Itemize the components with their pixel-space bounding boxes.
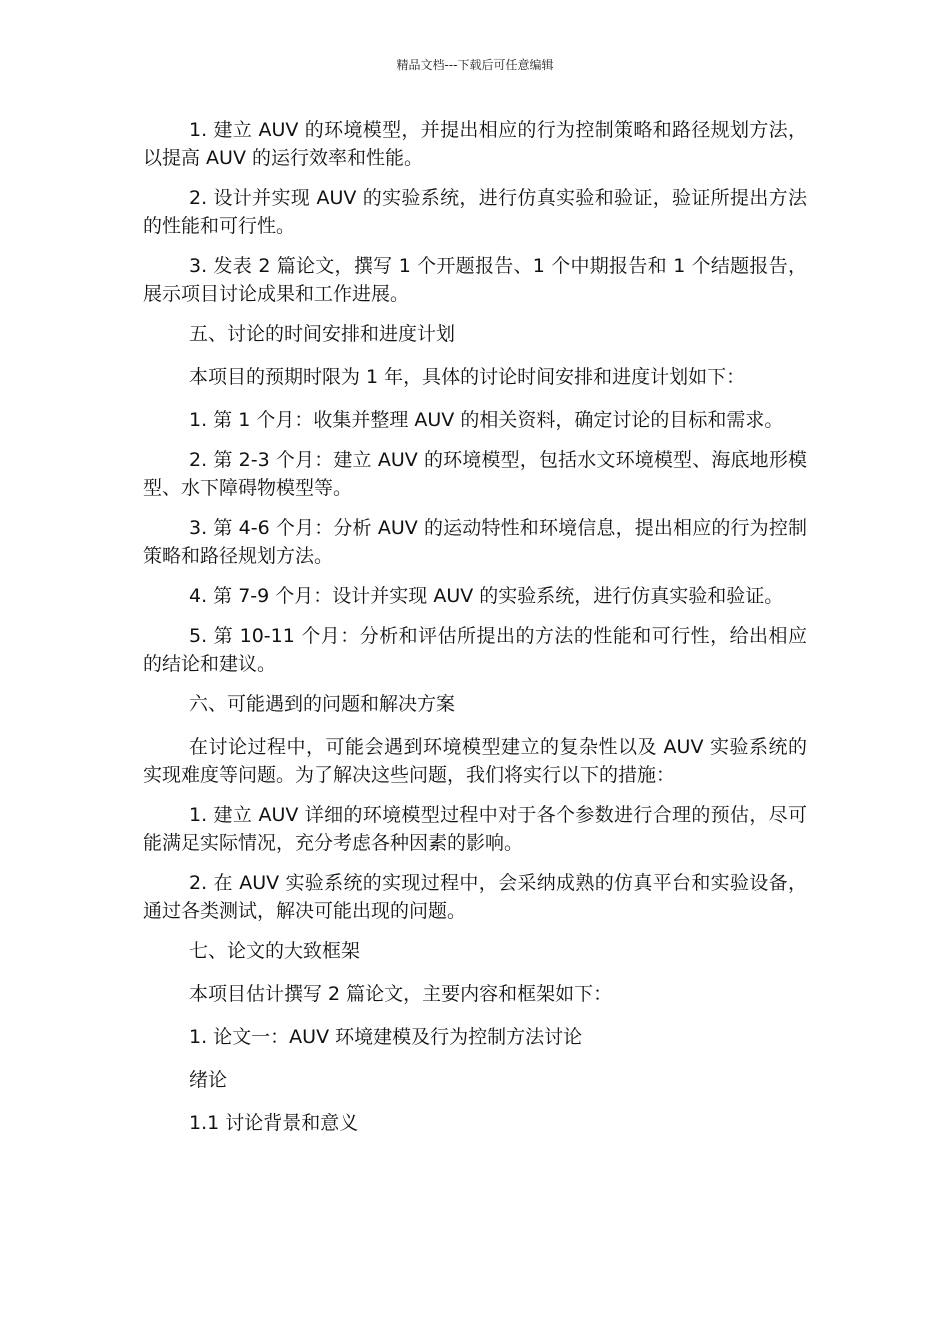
paragraph-goal-2: 2. 设计并实现 AUV 的实验系统，进行仿真实验和验证，验证所提出方法的性能和可行性。 — [143, 187, 807, 237]
paragraph-schedule-intro: 本项目的预期时限为 1 年，具体的讨论时间安排和进度计划如下： — [189, 366, 746, 388]
paragraph-measure-2: 2. 在 AUV 实验系统的实现过程中，会采纳成熟的仿真平台和实验设备，通过各类测试，解决可能出现的问题。 — [143, 872, 807, 922]
section-heading-problems: 六、可能遇到的问题和解决方案 — [189, 693, 456, 715]
document-body — [143, 116, 807, 1152]
paragraph-goal-3: 3. 发表 2 篇论文，撰写 1 个开题报告、1 个中期报告和 1 个结题报告，展示项目讨论成果和工作进展。 — [143, 255, 807, 305]
section-heading-framework: 七、论文的大致框架 — [189, 940, 361, 962]
section-heading-schedule: 五、讨论的时间安排和进度计划 — [189, 323, 456, 345]
page-header: 精品文档---下载后可任意编辑 — [396, 58, 554, 72]
paragraph-subsection-1-1: 1.1 讨论背景和意义 — [189, 1112, 359, 1134]
paragraph-paper-one: 1. 论文一：AUV 环境建模及行为控制方法讨论 — [189, 1026, 583, 1048]
paragraph-schedule-2: 2. 第 2-3 个月：建立 AUV 的环境模型，包括水文环境模型、海底地形模型、水下障碍物模型等。 — [143, 449, 807, 499]
paragraph-framework-intro: 本项目估计撰写 2 篇论文，主要内容和框架如下： — [189, 983, 613, 1005]
paragraph-schedule-1: 1. 第 1 个月：收集并整理 AUV 的相关资料，确定讨论的目标和需求。 — [189, 409, 784, 431]
paragraph-goal-1: 1. 建立 AUV 的环境模型，并提出相应的行为控制策略和路径规划方法，以提高 AUV 的运行效率和性能。 — [143, 119, 807, 169]
paragraph-measure-1: 1. 建立 AUV 详细的环境模型过程中对于各个参数进行合理的预估，尽可能满足实际情况，充分考虑各种因素的影响。 — [143, 804, 807, 854]
paragraph-problems-intro: 在讨论过程中，可能会遇到环境模型建立的复杂性以及 AUV 实验系统的实现难度等问题。为了解决这些问题，我们将实行以下的措施： — [143, 736, 807, 786]
paragraph-schedule-3: 3. 第 4-6 个月：分析 AUV 的运动特性和环境信息，提出相应的行为控制策略和路径规划方法。 — [143, 517, 807, 567]
paragraph-introduction: 绪论 — [189, 1069, 228, 1091]
paragraph-schedule-5: 5. 第 10-11 个月：分析和评估所提出的方法的性能和可行性，给出相应的结论和建议。 — [143, 625, 807, 675]
paragraph-schedule-4: 4. 第 7-9 个月：设计并实现 AUV 的实验系统，进行仿真实验和验证。 — [189, 585, 784, 607]
